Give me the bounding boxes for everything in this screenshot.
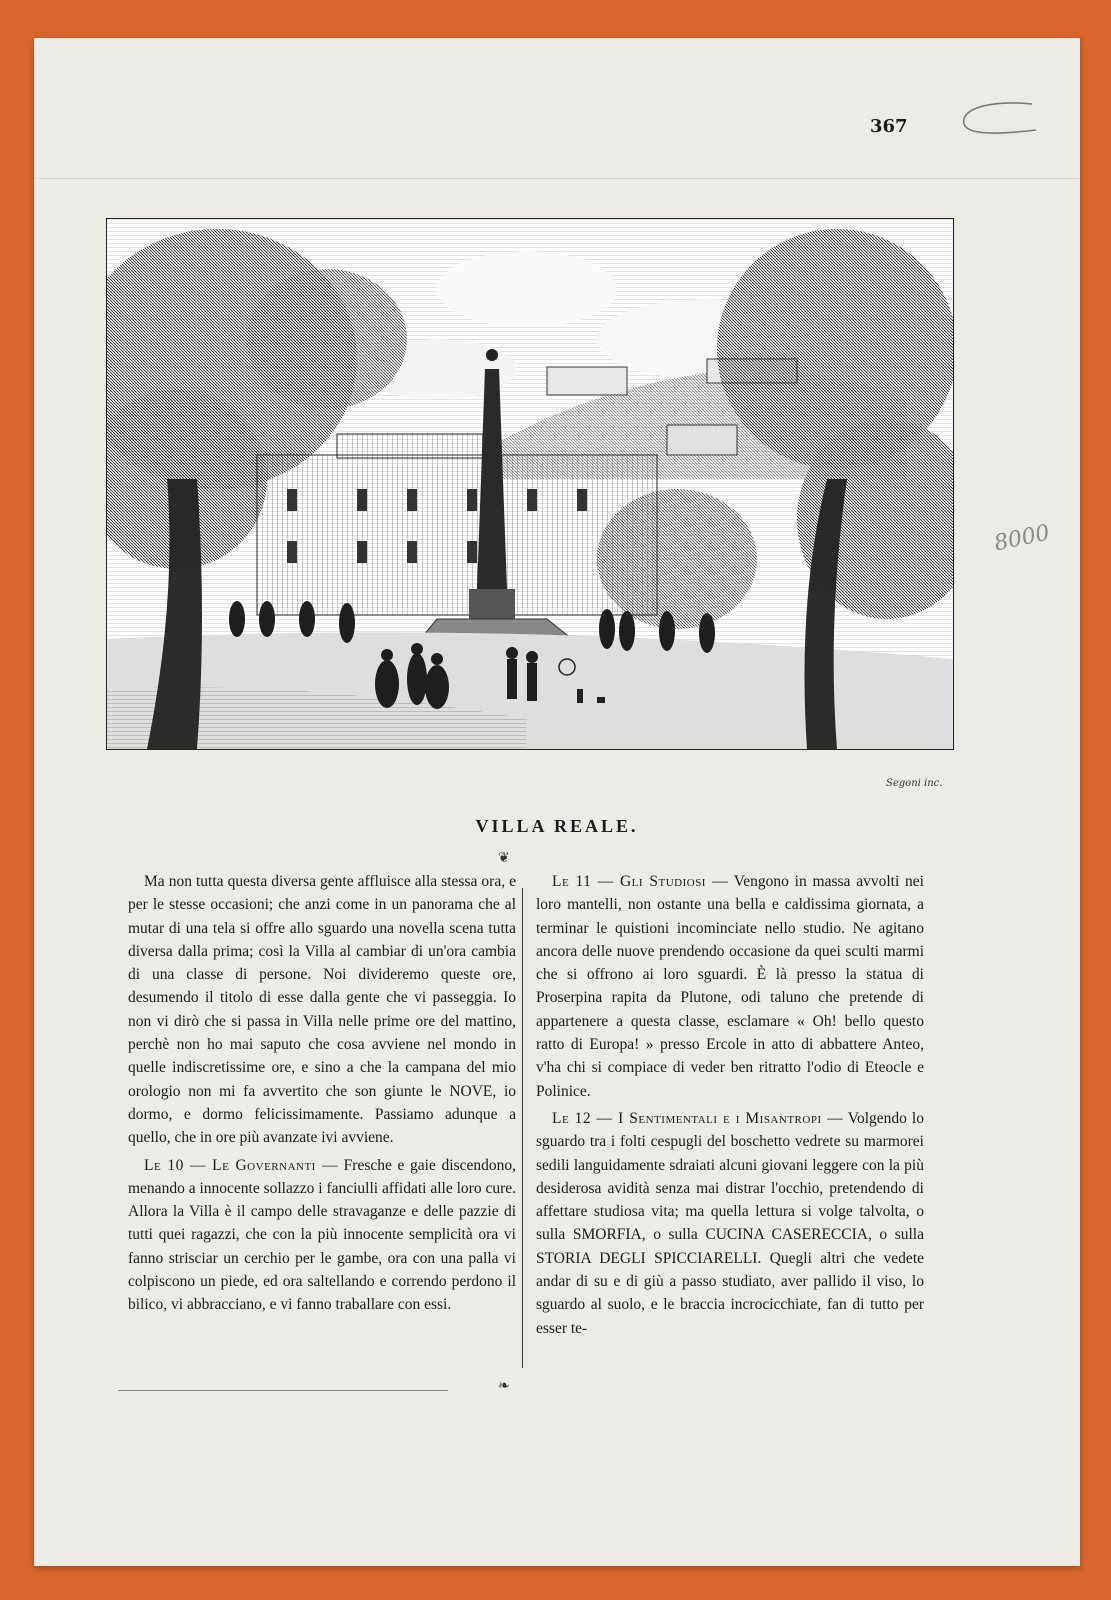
paragraph-text: Ma non tutta questa diversa gente affluisce alla stessa ora, e per le stesse occasioni; che anzi come in un panorama che al mutar di una tela si offre allo sguardo una novella scena tutta diversa dalla prima; così la Villa al cambiar di un'ora cambia di una classe di persone. Noi divideremo queste ore, desumendo il titolo di esse dalla gente che vi passeggia. Io non vi dirò che si passa in Villa nelle prime ore del mattino, perchè non ho mai saputo che cosa avviene nel mondo in quelle indiscretissime ore, e sino a che la campana del mio orologio non mi fa avvertito che son giunte le NOVE, io dormo, e dormo felicissimamente. Passiamo adunque a quello, che in ore più avanzate ivi avviene. bbox=[128, 873, 516, 1147]
paragraph bbox=[536, 1107, 924, 1340]
pencil-bracket-mark bbox=[952, 94, 1048, 144]
plate-title: VILLA REALE. bbox=[475, 816, 639, 836]
left-column bbox=[128, 870, 516, 1321]
paragraph-text: Fresche e gaie discendono, menando a innocente sollazzo i fanciulli affidati alle loro cure. Allora la Villa è il campo delle stravaganze e delle pazzie di tutti quei ragazzi, che con la più innocente semplicità ora vi fanno strisciar un cerchio per le gambe, ora con una palla vi colpiscono un piede, ed ora saltellando e correndo perdono il bilico, vi abbracciano, e vi fanno traballare con essi. bbox=[128, 1156, 516, 1314]
paragraph bbox=[128, 870, 516, 1150]
printed-page bbox=[34, 38, 1080, 1566]
paragraph-lead: Le 10 — Le Governanti — bbox=[144, 1156, 338, 1174]
top-ornament-icon: ❦ bbox=[498, 850, 510, 866]
pencil-price-note: 8000 bbox=[992, 520, 1052, 557]
paragraph bbox=[536, 870, 924, 1103]
paragraph-text: Vengono in massa avvolti nei loro mantelli, non ostante una bella e caldissima giornata, a terminar le quistioni incominciate nello studio. Ne agitano ancora delle nuove prendendo occasione da quei sculti marmi che si offrono ai loro sguardi. È là presso la statua di Proserpina rapita da Plutone, odi taluno che pretende di appartenere a questa classe, esclamare « Oh! bello questo ratto di Europa! » presso Ercole in atto di abbattere Anteo, v'ha chi si compiace di veder ben ritratto l'odio di Eteocle e Polinice. bbox=[536, 873, 924, 1100]
engraving-illustration bbox=[106, 218, 954, 750]
paragraph bbox=[128, 1154, 516, 1317]
bottom-rule bbox=[118, 1390, 448, 1391]
paragraph-text: Volgendo lo sguardo tra i folti cespugli del boschetto vedrete su marmorei sedili languidamente sdraiati alcuni giovani leggere con la più desiderosa avidità senza mai distrar l'occhio, pretendendo di affettare studiosa vita; ma quella lettura si volge talvolta, o sulla SMORFIA, o sulla CUCINA CASERECCIA, o sulla STORIA DEGLI SPICCIARELLI. Quegli altri che vedete andar di su e di giù a passo studiato, aver pallido il viso, lo sguardo al suolo, e le braccia incrocicchiate, fan di tutto per esser te- bbox=[536, 1109, 924, 1337]
column-divider bbox=[522, 888, 523, 1368]
right-column bbox=[536, 870, 924, 1344]
page-number: 367 bbox=[870, 116, 908, 137]
bottom-ornament-icon: ❧ bbox=[498, 1378, 510, 1394]
paper-fold-line bbox=[34, 178, 1080, 179]
paragraph-lead: Le 11 — Gli Studiosi — bbox=[552, 873, 729, 890]
paragraph-lead: Le 12 — I Sentimentali e i Misantropi — bbox=[552, 1109, 844, 1127]
engraver-signature: Segoni inc. bbox=[886, 778, 943, 789]
